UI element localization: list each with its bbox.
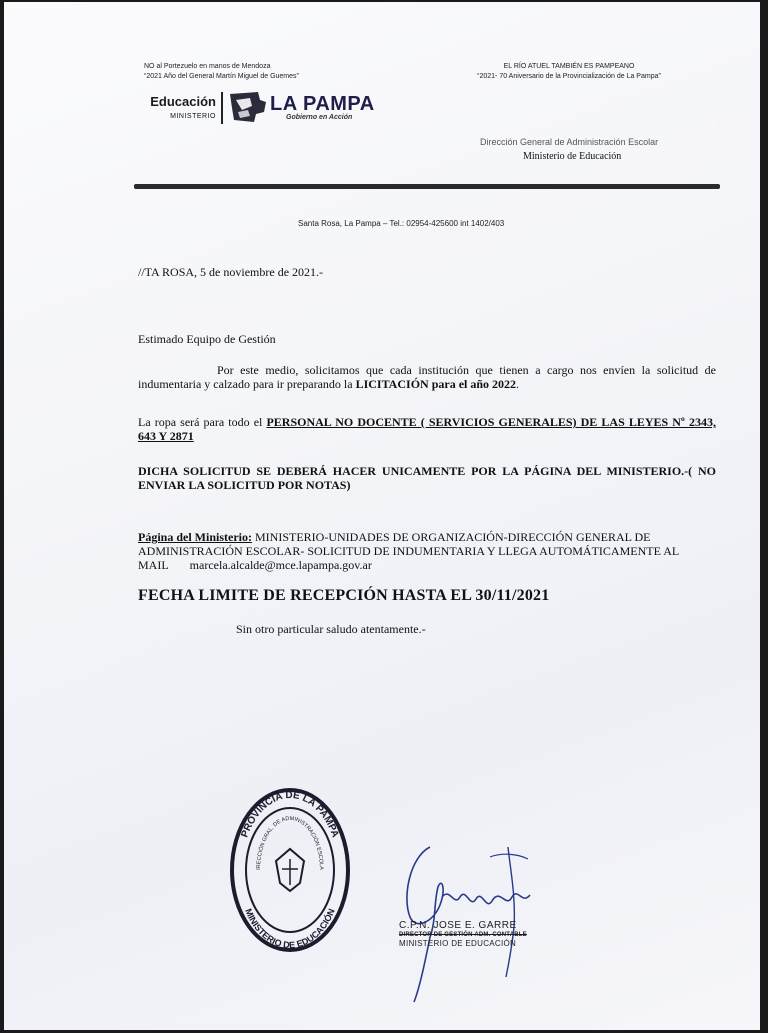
ministry-page-path: MINISTERIO-UNIDADES DE ORGANIZACIÓN-DIRECCIÓN GENERAL DE ADMINISTRACIÓN ESCOLAR- SOLICITUD DE INDUMENTARIA Y LLEGA AUTOMÁTICAMENTE AL MAIL (138, 530, 679, 572)
header-right-line1: EL RÍO ATUEL TAMBIÉN ES PAMPEANO (503, 63, 635, 70)
header-left (144, 62, 374, 82)
header-left-line2: “2021 Año del General Martín Miguel de Guemes” (144, 73, 299, 80)
province-tagline: Gobierno en Acción (286, 114, 353, 121)
seal-bottom-text: MINISTERIO DE EDUCACIÓN (243, 907, 337, 951)
paragraph-request-text: Por este medio, solicitamos que cada institución que tienen a cargo nos envíen la solicitud de indumentaria y calzado para ir preparando la (138, 363, 716, 391)
paragraph-staff-text: La ropa será para todo el (138, 415, 267, 429)
ministry-label: MINISTERIO (170, 113, 216, 120)
deadline-heading: FECHA LIMITE DE RECEPCIÓN HASTA EL 30/11/2021 (138, 587, 550, 604)
seal-inner-text: IRECCIÓN GRAL. DE ADMINISTRACIÓN ESCOLA (255, 815, 325, 870)
signer-ministry: MINISTERIO DE EDUCACIÓN (399, 939, 517, 948)
signer-role: DIRECTOR DE GESTIÓN ADM. CONTABLE (399, 932, 527, 938)
education-label: Educación (150, 94, 216, 109)
la-pampa-logo (270, 93, 375, 121)
paragraph-instructions: DICHA SOLICITUD SE DEBERÁ HACER UNICAMENTE POR LA PÁGINA DEL MINISTERIO.-( NO ENVIAR LA SOLICITUD POR NOTAS) (138, 464, 716, 492)
ministry-page-label: Página del Ministerio: (138, 530, 252, 544)
contact-email: marcela.alcalde@mce.lapampa.gov.ar (189, 558, 372, 572)
header-right (444, 62, 694, 82)
staff-highlight: PERSONAL NO DOCENTE ( SERVICIOS GENERALES) DE LAS LEYES Nº 2343, 643 Y 2871 (138, 415, 716, 443)
header-left-line1: NO al Portezuelo en manos de Mendoza (144, 63, 271, 70)
logo-divider (221, 92, 223, 124)
paragraph-ministry-page (138, 530, 698, 572)
department-name: Dirección General de Administración Escolar (480, 137, 659, 147)
address-line: Santa Rosa, La Pampa – Tel.: 02954-425600 int 1402/403 (298, 219, 505, 228)
letter-closing: Sin otro particular saludo atentamente.- (236, 622, 426, 636)
header-right-line2: “2021- 70 Aniversario de la Provincialización de La Pampa” (477, 73, 661, 80)
letter-page (4, 2, 760, 1030)
province-name: LA PAMPA (270, 93, 375, 115)
svg-text:MINISTERIO DE EDUCACIÓN (243, 907, 336, 950)
seal-outer-text: PROVINCIA DE LA PAMPA (239, 789, 341, 840)
la-pampa-map-icon (228, 90, 268, 124)
paragraph-request-end: . (516, 377, 520, 391)
tender-highlight: LICITACIÓN para el año 2022 (355, 377, 517, 391)
header-divider (134, 184, 720, 189)
education-logo (144, 94, 216, 120)
ministry-name: Ministerio de Educación (523, 151, 622, 162)
paragraph-request (138, 363, 716, 391)
letter-date: //TA ROSA, 5 de noviembre de 2021.- (138, 265, 324, 279)
signature-icon (390, 817, 560, 1007)
signer-name: C.P.N. JOSE E. GARRE (399, 920, 517, 931)
official-seal-icon (226, 785, 354, 955)
paragraph-staff (138, 415, 716, 443)
signature-block (399, 920, 527, 948)
letter-greeting: Estimado Equipo de Gestión (138, 332, 276, 346)
